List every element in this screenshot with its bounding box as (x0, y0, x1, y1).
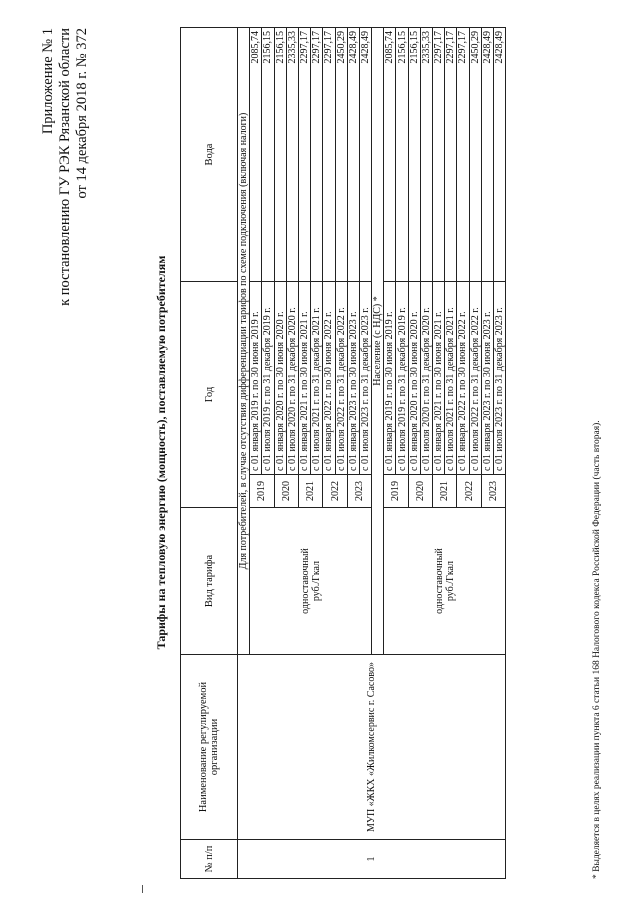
page-title: Тарифы на тепловую энергию (мощность), поставляемую потребителям (154, 255, 168, 650)
period-cell: с 01 июля 2021 г. по 31 декабря 2021 г. (445, 282, 457, 475)
tariff-kind-unit: руб./Гкал (310, 560, 322, 602)
period-cell: с 01 января 2020 г. по 30 июня 2020 г. (274, 282, 286, 475)
header-organization: Наименование регулируемой организации (181, 655, 238, 840)
year-cell: 2021 (433, 475, 457, 508)
period-cell: с 01 июля 2020 г. по 31 декабря 2020 г. (286, 282, 298, 475)
year-cell: 2023 (481, 475, 505, 508)
appendix-line-3: от 14 декабря 2018 г. № 372 (74, 28, 90, 199)
water-value: 2156,15 (408, 28, 420, 282)
period-cell: с 01 января 2021 г. по 30 июня 2021 г. (433, 282, 445, 475)
period-cell: с 01 июля 2022 г. по 31 декабря 2022 г. (335, 282, 347, 475)
water-value: 2450,29 (469, 28, 481, 282)
water-value: 2450,29 (335, 28, 347, 282)
appendix-line-1: Приложение № 1 (40, 28, 56, 135)
period-cell: с 01 июля 2020 г. по 31 декабря 2020 г. (420, 282, 432, 475)
year-cell: 2022 (457, 475, 481, 508)
period-cell: с 01 января 2023 г. по 30 июня 2023 г. (347, 282, 359, 475)
page-mark (142, 885, 143, 893)
water-value: 2335,33 (286, 28, 298, 282)
period-cell: с 01 января 2019 г. по 30 июня 2019 г. (250, 282, 262, 475)
table-header-row (181, 28, 238, 879)
water-value: 2335,33 (420, 28, 432, 282)
water-value: 2297,17 (298, 28, 310, 282)
tariff-kind (384, 508, 506, 655)
period-cell: с 01 января 2022 г. по 30 июня 2022 г. (323, 282, 335, 475)
tariff-kind (250, 508, 372, 655)
section-label: Для потребителей, в случае отсутствия дифференциации тарифов по схеме подключения (включая налоги) (238, 28, 250, 655)
water-value: 2428,49 (359, 28, 371, 282)
water-value: 2297,17 (323, 28, 335, 282)
year-cell: 2019 (250, 475, 274, 508)
period-cell: с 01 января 2022 г. по 30 июня 2022 г. (457, 282, 469, 475)
period-cell: с 01 января 2021 г. по 30 июня 2021 г. (298, 282, 310, 475)
period-cell: с 01 июля 2022 г. по 31 декабря 2022 г. (469, 282, 481, 475)
water-value: 2428,49 (493, 28, 505, 282)
water-value: 2156,15 (396, 28, 408, 282)
tariff-kind-unit: руб./Гкал (444, 560, 456, 602)
row-number: 1 (238, 840, 506, 879)
header-tariff-kind: Вид тарифа (181, 508, 238, 655)
water-value: 2156,15 (262, 28, 274, 282)
year-cell: 2019 (384, 475, 408, 508)
appendix-header (40, 28, 91, 448)
water-value: 2428,49 (347, 28, 359, 282)
water-value: 2297,17 (445, 28, 457, 282)
period-cell: с 01 июля 2019 г. по 31 декабря 2019 г. (396, 282, 408, 475)
tariff-kind-type: одноставочный (299, 548, 311, 614)
period-cell: с 01 июля 2019 г. по 31 декабря 2019 г. (262, 282, 274, 475)
table-body (238, 28, 506, 879)
section-label: Население (с НДС) * (372, 28, 384, 655)
period-cell: с 01 января 2020 г. по 30 июня 2020 г. (408, 282, 420, 475)
water-value: 2085,74 (250, 28, 262, 282)
tariff-table (180, 27, 506, 879)
year-cell: 2020 (408, 475, 432, 508)
water-value: 2428,49 (481, 28, 493, 282)
period-cell: с 01 июля 2023 г. по 31 декабря 2023 г. (493, 282, 505, 475)
section-row (238, 28, 250, 879)
footnote: * Выделяется в целях реализации пункта 6 статьи 168 Налогового кодекса Российской Федерации (часть вторая). (592, 420, 602, 879)
appendix-line-2: к постановлению ГУ РЭК Рязанской области (57, 28, 73, 306)
header-number: № п/п (181, 840, 238, 879)
period-cell: с 01 июля 2021 г. по 31 декабря 2021 г. (311, 282, 323, 475)
water-value: 2297,17 (433, 28, 445, 282)
period-cell: с 01 июля 2023 г. по 31 декабря 2023 г. (359, 282, 371, 475)
year-cell: 2020 (274, 475, 298, 508)
water-value: 2297,17 (457, 28, 469, 282)
period-cell: с 01 января 2019 г. по 30 июня 2019 г. (384, 282, 396, 475)
organization-name: МУП «ЖКХ «Жилкомсервис г. Сасово» (238, 655, 506, 840)
water-value: 2156,15 (274, 28, 286, 282)
tariff-kind-type: одноставочный (433, 548, 445, 614)
water-value: 2085,74 (384, 28, 396, 282)
year-cell: 2021 (298, 475, 322, 508)
header-water: Вода (181, 28, 238, 282)
year-cell: 2023 (347, 475, 371, 508)
year-cell: 2022 (323, 475, 347, 508)
water-value: 2297,17 (311, 28, 323, 282)
header-year: Год (181, 282, 238, 508)
period-cell: с 01 января 2023 г. по 30 июня 2023 г. (481, 282, 493, 475)
